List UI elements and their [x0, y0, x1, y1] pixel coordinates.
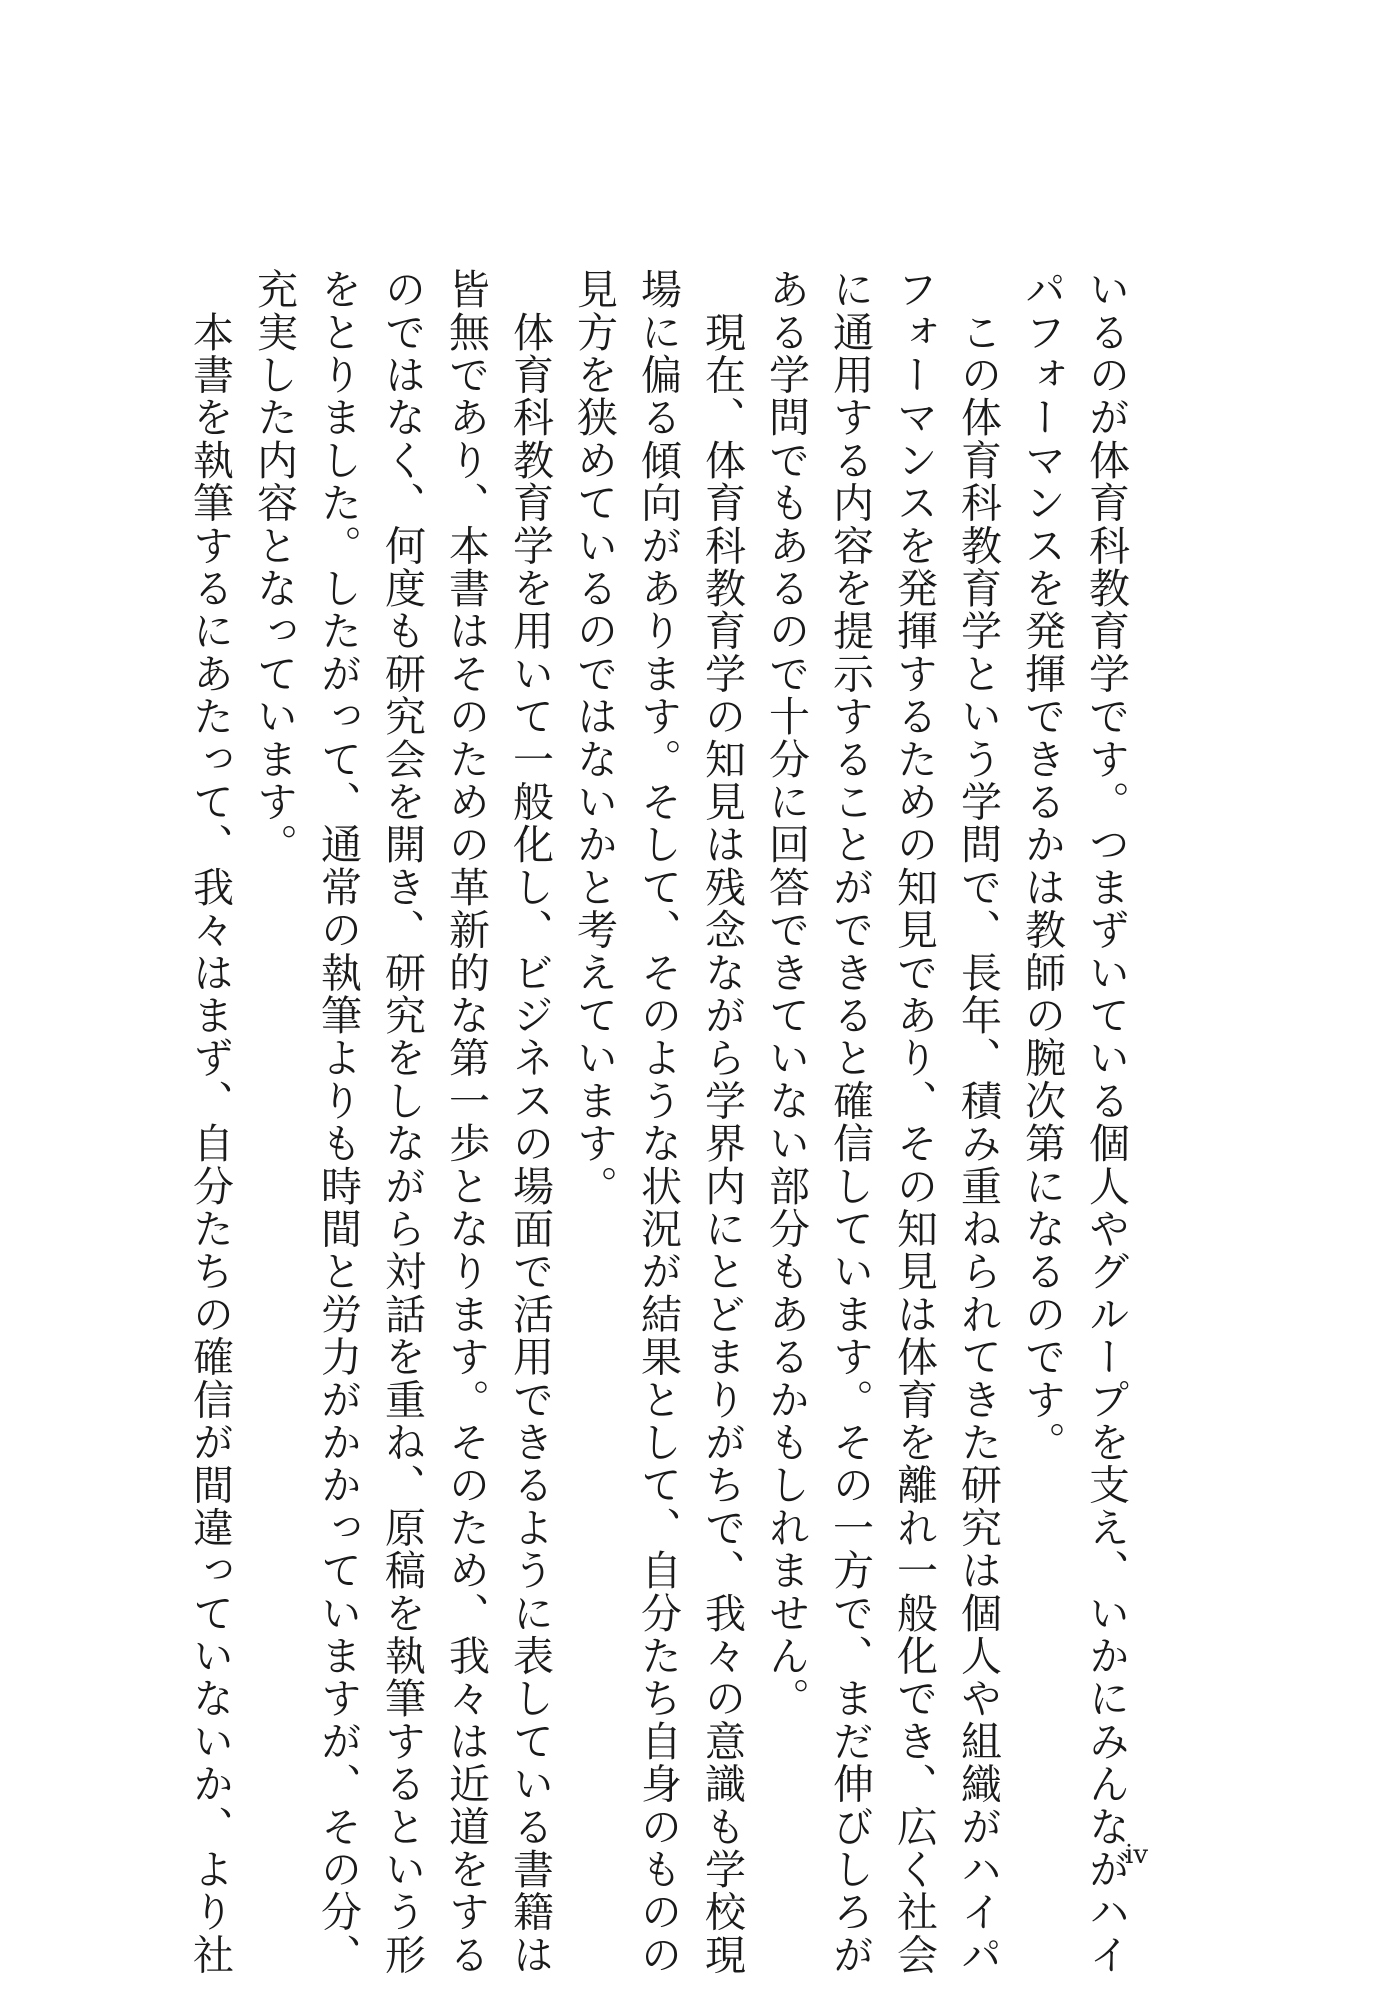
text-line-15: 本書を執筆するにあたって、我々はまず、自分たちの確信が間違っていないか、より社	[186, 268, 234, 1976]
text-line-14: 充実した内容となっています。	[250, 268, 298, 866]
text-line-5: に通用する内容を提示することができると確信しています。その一方で、まだ伸びしろが	[826, 268, 874, 1976]
text-line-3: この体育科教育学という学問で、長年、積み重ねられてきた研究は個人や組織がハイパ	[954, 268, 1002, 1976]
text-line-7: 現在、体育科教育学の知見は残念ながら学界内にとどまりがちで、我々の意識も学校現	[698, 268, 746, 1976]
text-line-6: ある学問でもあるので十分に回答できていない部分もあるかもしれません。	[762, 268, 810, 1720]
text-line-12: のではなく、何度も研究会を開き、研究をしながら対話を重ね、原稿を執筆するという形	[378, 268, 426, 1976]
text-line-9: 見方を狭めているのではないかと考えています。	[570, 268, 618, 1208]
text-line-8: 場に偏る傾向があります。そして、そのような状況が結果として、自分たち自身のものの	[634, 268, 682, 1976]
text-line-11: 皆無であり、本書はそのための革新的な第一歩となります。そのため、我々は近道をする	[442, 268, 490, 1976]
page-number: iv	[1125, 1840, 1149, 1870]
text-line-4: フォーマンスを発揮するための知見であり、その知見は体育を離れ一般化でき、広く社会	[890, 268, 938, 1976]
text-line-1: いるのが体育科教育学です。つまずいている個人やグループを支え、いかにみんながハイ	[1082, 268, 1130, 1976]
text-line-10: 体育科教育学を用いて一般化し、ビジネスの場面で活用できるように表している書籍は	[506, 268, 554, 1976]
text-line-13: をとりました。したがって、通常の執筆よりも時間と労力がかかっていますが、その分、	[314, 268, 362, 1976]
text-line-2: パフォーマンスを発揮できるかは教師の腕次第になるのです。	[1018, 268, 1066, 1464]
